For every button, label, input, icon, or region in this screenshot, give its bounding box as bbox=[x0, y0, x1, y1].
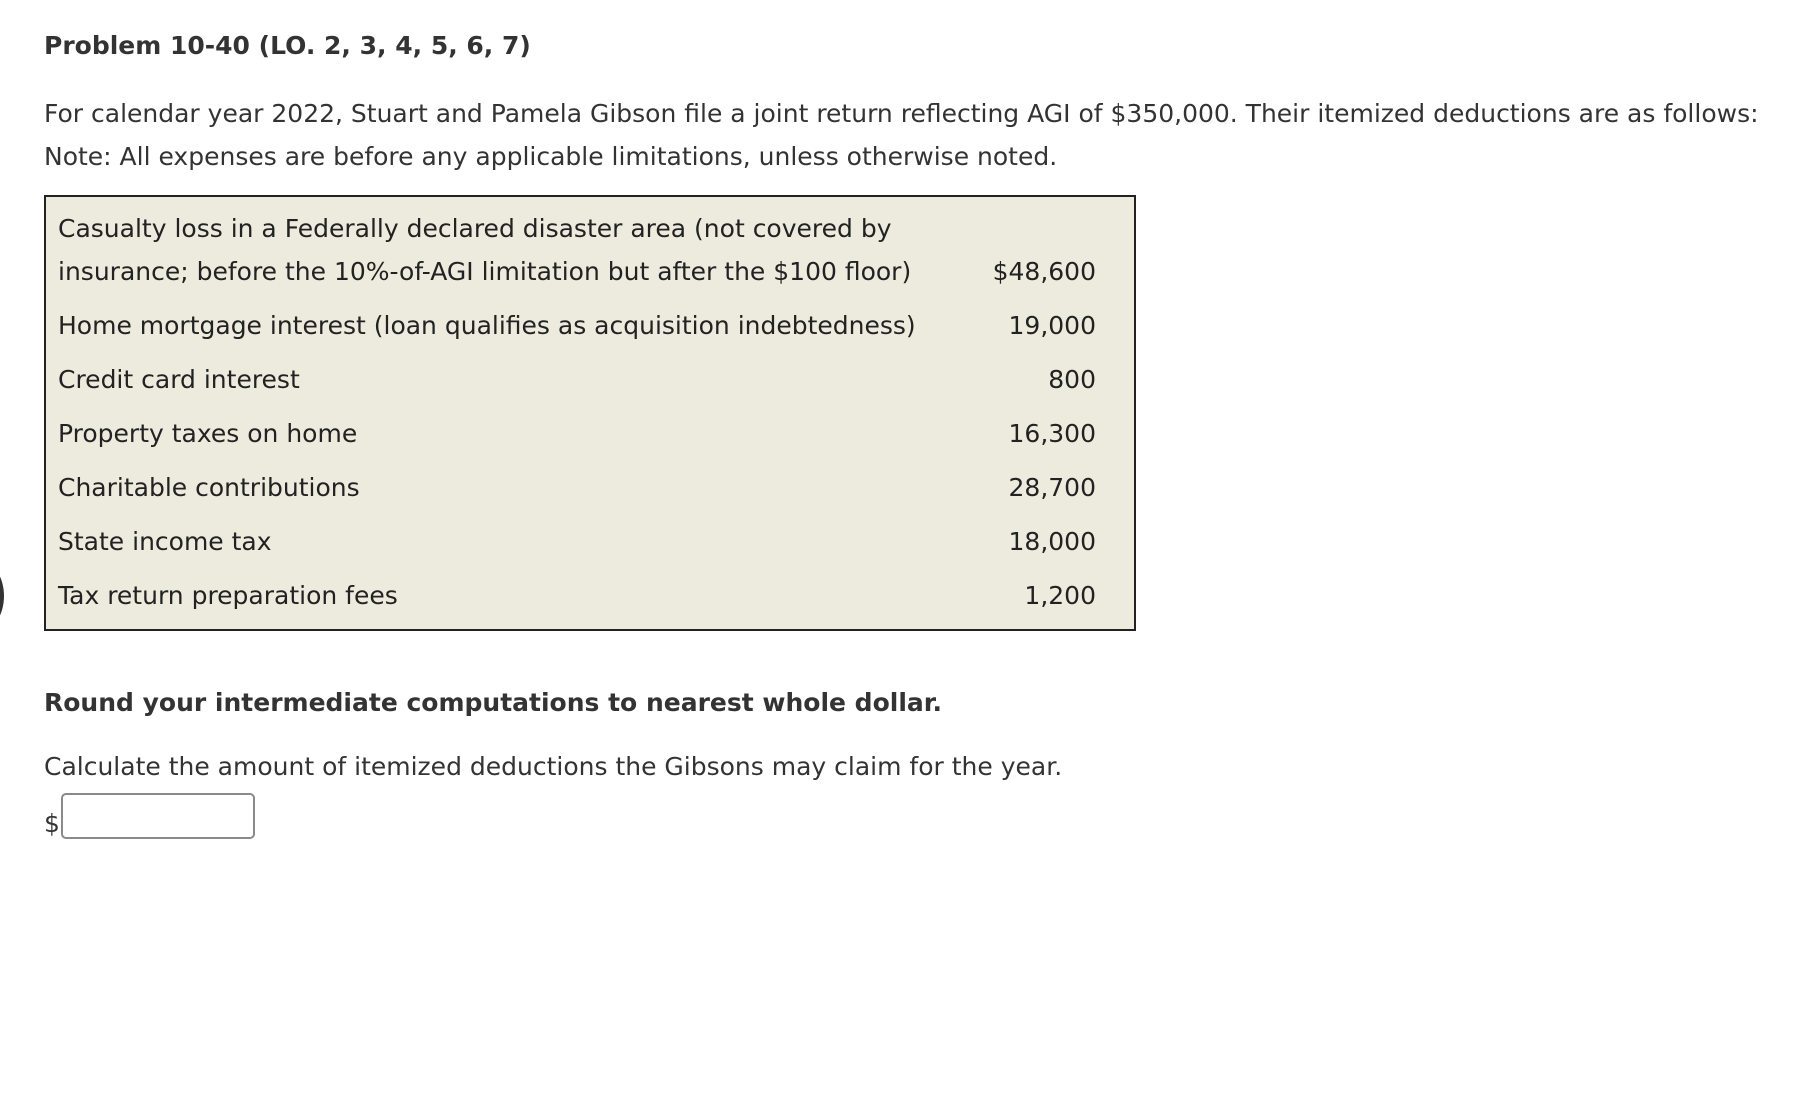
expense-amount: $48,600 bbox=[992, 257, 1096, 286]
expense-amount: 18,000 bbox=[1008, 527, 1096, 556]
expense-amount: 28,700 bbox=[1008, 473, 1096, 502]
table-row bbox=[46, 401, 1134, 455]
rounding-instruction: Round your intermediate computations to nearest whole dollar. bbox=[44, 688, 943, 717]
expense-label: Home mortgage interest (loan qualifies as acquisition indebtedness) bbox=[58, 311, 916, 340]
problem-title: Problem 10-40 (LO. 2, 3, 4, 5, 6, 7) bbox=[44, 31, 531, 60]
intro-text: For calendar year 2022, Stuart and Pamela Gibson file a joint return reflecting AGI of $350,000. Their itemized deductions are as follows: bbox=[44, 99, 1759, 128]
problem-intro bbox=[44, 92, 1764, 178]
currency-symbol: $ bbox=[44, 809, 60, 838]
intro-note: Note: All expenses are before any applicable limitations, unless otherwise noted. bbox=[44, 142, 1058, 171]
itemized-deductions-answer-input[interactable] bbox=[61, 793, 255, 839]
expense-label-line: insurance; before the 10%-of-AGI limitation but after the $100 floor) bbox=[58, 257, 912, 286]
table-row bbox=[46, 563, 1134, 617]
expense-label-line: Casualty loss in a Federally declared disaster area (not covered by bbox=[58, 214, 892, 243]
partial-circle-graphic bbox=[0, 560, 4, 632]
table-row bbox=[46, 207, 1134, 293]
itemized-deductions-table bbox=[44, 195, 1136, 631]
expense-label bbox=[58, 207, 956, 293]
table-row bbox=[46, 347, 1134, 401]
expense-amount: 16,300 bbox=[1008, 419, 1096, 448]
expense-label: Property taxes on home bbox=[58, 419, 358, 448]
expense-amount: 800 bbox=[1048, 365, 1096, 394]
table-row bbox=[46, 455, 1134, 509]
expense-amount: 19,000 bbox=[1008, 311, 1096, 340]
expense-label: Charitable contributions bbox=[58, 473, 360, 502]
expense-label: State income tax bbox=[58, 527, 272, 556]
question-text: Calculate the amount of itemized deductions the Gibsons may claim for the year. bbox=[44, 752, 1063, 781]
table-row bbox=[46, 293, 1134, 347]
expense-label: Tax return preparation fees bbox=[58, 581, 398, 610]
problem-container bbox=[44, 24, 1764, 839]
expense-amount: 1,200 bbox=[1024, 581, 1096, 610]
table-row bbox=[46, 509, 1134, 563]
answer-row bbox=[44, 793, 1764, 839]
expense-label: Credit card interest bbox=[58, 365, 300, 394]
